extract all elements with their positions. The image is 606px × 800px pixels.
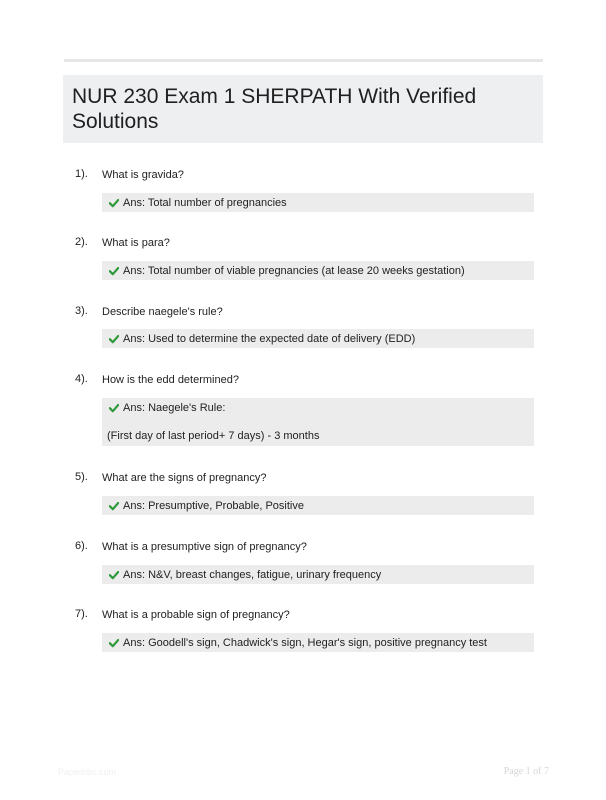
question-text: What are the signs of pregnancy? <box>102 472 267 484</box>
answer-box <box>102 193 534 212</box>
check-icon <box>109 638 119 648</box>
answer-text: Ans: Used to determine the expected date of delivery (EDD) <box>123 332 416 345</box>
answer-text: Ans: Naegele's Rule: <box>123 401 226 414</box>
question-text: What is a probable sign of pregnancy? <box>102 609 290 621</box>
question-number: 3). <box>75 305 88 317</box>
document-title-line-2: Solutions <box>72 110 159 133</box>
top-divider <box>64 59 543 62</box>
answer-box <box>102 261 534 280</box>
question-number: 6). <box>75 540 88 552</box>
check-icon <box>109 501 119 511</box>
question-text: What is para? <box>102 237 170 249</box>
question-number: 4). <box>75 373 88 385</box>
check-icon <box>109 266 119 276</box>
document-title <box>72 84 533 134</box>
answer-text: Ans: N&V, breast changes, fatigue, urinary frequency <box>123 568 382 581</box>
question-text: What is gravida? <box>102 169 184 181</box>
answer-detail: (First day of last period+ 7 days) - 3 months <box>107 430 320 442</box>
question-number: 5). <box>75 471 88 483</box>
check-icon <box>109 570 119 580</box>
answer-box <box>102 496 534 515</box>
footer-watermark: Paperbbc.com <box>58 767 117 777</box>
answer-text: Ans: Presumptive, Probable, Positive <box>123 499 304 512</box>
question-text: How is the edd determined? <box>102 374 239 386</box>
answer-box <box>102 329 534 348</box>
answer-text: Ans: Total number of pregnancies <box>123 196 287 209</box>
question-number: 1). <box>75 168 88 180</box>
question-text: What is a presumptive sign of pregnancy? <box>102 541 307 553</box>
document-title-block <box>63 75 543 143</box>
check-icon <box>109 403 119 413</box>
answer-box <box>102 633 534 652</box>
question-number: 7). <box>75 608 88 620</box>
answer-text: Ans: Total number of viable pregnancies (at lease 20 weeks gestation) <box>123 264 465 277</box>
answer-box <box>102 398 534 446</box>
answer-text: Ans: Goodell's sign, Chadwick's sign, Hegar's sign, positive pregnancy test <box>123 636 487 649</box>
check-icon <box>109 334 119 344</box>
answer-box <box>102 565 534 584</box>
document-title-line-1: NUR 230 Exam 1 SHERPATH With Verified <box>72 85 477 108</box>
page-number: Page 1 of 7 <box>503 766 549 777</box>
question-text: Describe naegele's rule? <box>102 306 223 318</box>
question-number: 2). <box>75 236 88 248</box>
check-icon <box>109 198 119 208</box>
